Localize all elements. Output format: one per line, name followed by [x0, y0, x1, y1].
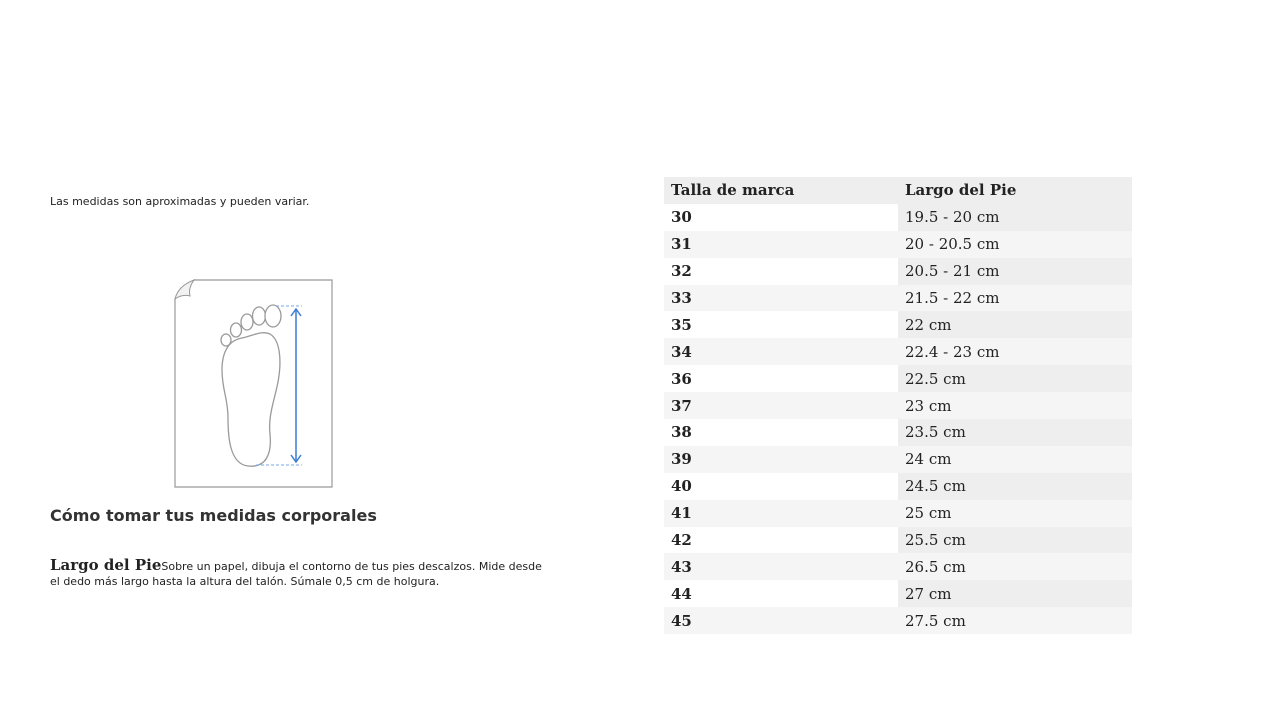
table-row [664, 580, 1132, 607]
size-table [664, 177, 1132, 634]
table-row [664, 527, 1132, 554]
length-cell: 24 cm [898, 446, 1132, 473]
size-cell: 40 [664, 473, 898, 500]
size-cell: 39 [664, 446, 898, 473]
table-row [664, 500, 1132, 527]
length-cell: 27 cm [898, 580, 1132, 607]
length-cell: 19.5 - 20 cm [898, 204, 1132, 231]
length-cell: 23.5 cm [898, 419, 1132, 446]
length-cell: 20 - 20.5 cm [898, 231, 1132, 258]
table-row [664, 204, 1132, 231]
size-cell: 33 [664, 285, 898, 312]
size-cell: 34 [664, 338, 898, 365]
size-cell: 36 [664, 365, 898, 392]
table-row [664, 553, 1132, 580]
size-cell: 44 [664, 580, 898, 607]
size-cell: 41 [664, 500, 898, 527]
header-foot-length: Largo del Pie [898, 177, 1132, 204]
foot-measure-icon [172, 278, 336, 490]
size-cell: 35 [664, 311, 898, 338]
size-cell: 42 [664, 527, 898, 554]
table-row [664, 446, 1132, 473]
length-cell: 25 cm [898, 500, 1132, 527]
length-cell: 25.5 cm [898, 527, 1132, 554]
foot-measure-svg [172, 278, 336, 490]
length-cell: 22.5 cm [898, 365, 1132, 392]
table-row [664, 231, 1132, 258]
size-cell: 45 [664, 607, 898, 634]
table-row [664, 607, 1132, 634]
size-cell: 30 [664, 204, 898, 231]
size-cell: 38 [664, 419, 898, 446]
disclaimer-text: Las medidas son aproximadas y pueden variar. [50, 195, 310, 208]
foot-length-label: Largo del Pie [50, 556, 162, 574]
length-cell: 26.5 cm [898, 553, 1132, 580]
table-row [664, 258, 1132, 285]
length-cell: 23 cm [898, 392, 1132, 419]
length-cell: 22 cm [898, 311, 1132, 338]
size-cell: 43 [664, 553, 898, 580]
foot-length-text: Sobre un papel, dibuja el contorno de tus pies descalzos. Mide desde el dedo más largo hasta la altura del talón. Súmale 0,5 cm de holgura. [50, 560, 542, 588]
table-row [664, 365, 1132, 392]
table-header-row [664, 177, 1132, 204]
size-cell: 37 [664, 392, 898, 419]
length-cell: 24.5 cm [898, 473, 1132, 500]
size-cell: 32 [664, 258, 898, 285]
table-row [664, 419, 1132, 446]
table-row [664, 285, 1132, 312]
length-cell: 27.5 cm [898, 607, 1132, 634]
length-cell: 21.5 - 22 cm [898, 285, 1132, 312]
length-cell: 20.5 - 21 cm [898, 258, 1132, 285]
table-row [664, 473, 1132, 500]
header-brand-size: Talla de marca [664, 177, 898, 204]
length-cell: 22.4 - 23 cm [898, 338, 1132, 365]
howto-title: Cómo tomar tus medidas corporales [50, 506, 377, 525]
table-row [664, 392, 1132, 419]
foot-length-instructions [50, 558, 550, 589]
size-cell: 31 [664, 231, 898, 258]
table-row [664, 311, 1132, 338]
table-row [664, 338, 1132, 365]
